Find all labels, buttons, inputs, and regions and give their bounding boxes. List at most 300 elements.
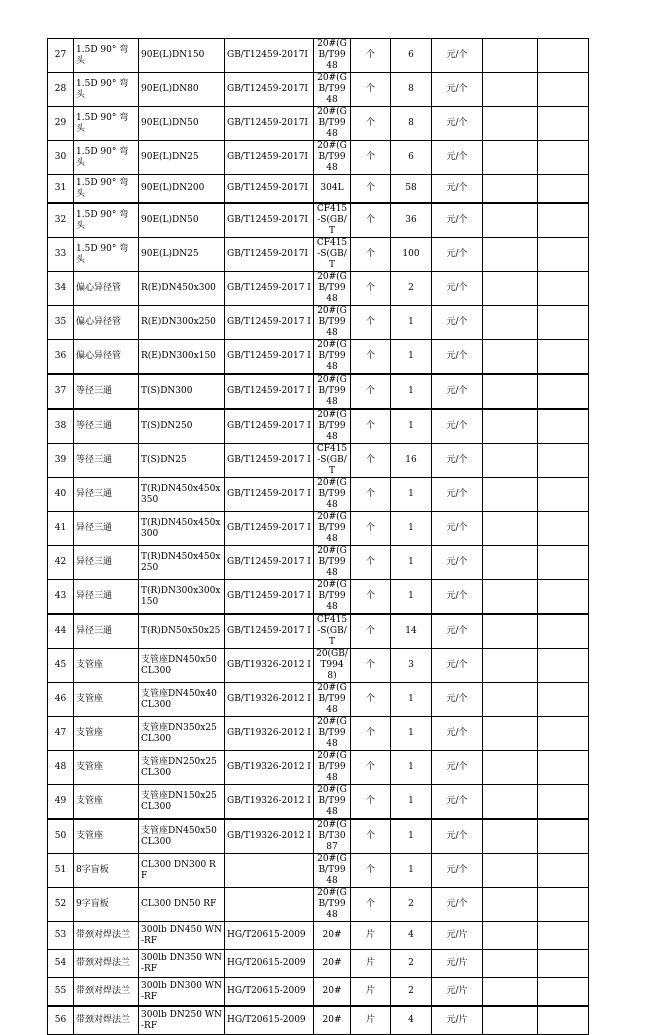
item-name: 异径三通 <box>74 546 139 580</box>
item-price-unit: 元/个 <box>432 272 483 306</box>
item-material: 20# <box>314 922 351 950</box>
item-name: 1.5D 90° 弯头 <box>74 107 139 141</box>
item-amount <box>483 751 538 785</box>
item-name: 等径三通 <box>74 409 139 444</box>
item-remark <box>538 272 589 306</box>
item-standard: GB/T19326-2012 I <box>225 751 314 785</box>
item-quantity: 100 <box>391 238 432 272</box>
item-standard: GB/T19326-2012 I <box>225 683 314 717</box>
table-row <box>48 950 589 978</box>
table-row <box>48 614 589 649</box>
item-unit: 个 <box>351 272 391 306</box>
item-remark <box>538 683 589 717</box>
item-spec: 300lb DN300 WN-RF <box>139 978 225 1007</box>
row-number: 52 <box>48 888 74 922</box>
item-material: 20#(GB/T9948 <box>314 306 351 340</box>
item-unit: 个 <box>351 175 391 204</box>
item-unit: 个 <box>351 444 391 478</box>
item-price-unit: 元/个 <box>432 819 483 854</box>
item-spec: CL300 DN50 RF <box>139 888 225 922</box>
item-price-unit: 元/个 <box>432 340 483 375</box>
table-row <box>48 340 589 375</box>
item-material: CF415-S(GB/T <box>314 203 351 238</box>
item-remark <box>538 854 589 888</box>
item-standard: GB/T19326-2012 I <box>225 819 314 854</box>
item-amount <box>483 39 538 73</box>
item-amount <box>483 819 538 854</box>
item-unit: 个 <box>351 854 391 888</box>
item-unit: 个 <box>351 819 391 854</box>
item-spec: 90E(L)DN50 <box>139 107 225 141</box>
row-number: 33 <box>48 238 74 272</box>
item-standard: GB/T12459-2017 I <box>225 444 314 478</box>
item-name: 异径三通 <box>74 512 139 546</box>
table-row <box>48 683 589 717</box>
item-price-unit: 元/片 <box>432 950 483 978</box>
item-amount <box>483 978 538 1007</box>
item-quantity: 1 <box>391 819 432 854</box>
item-price-unit: 元/个 <box>432 238 483 272</box>
item-amount <box>483 888 538 922</box>
item-unit: 个 <box>351 751 391 785</box>
item-unit: 个 <box>351 39 391 73</box>
item-quantity: 8 <box>391 73 432 107</box>
item-quantity: 8 <box>391 107 432 141</box>
table-row <box>48 649 589 683</box>
item-name: 异径三通 <box>74 580 139 615</box>
item-standard <box>225 854 314 888</box>
item-amount <box>483 444 538 478</box>
item-remark <box>538 649 589 683</box>
item-unit: 个 <box>351 546 391 580</box>
item-amount <box>483 854 538 888</box>
item-quantity: 1 <box>391 717 432 751</box>
table-row <box>48 374 589 409</box>
item-standard: GB/T12459-2017 I <box>225 546 314 580</box>
item-material: 20#(GB/T9948 <box>314 512 351 546</box>
row-number: 48 <box>48 751 74 785</box>
item-standard: HG/T20615-2009 <box>225 950 314 978</box>
item-unit: 个 <box>351 785 391 820</box>
item-material: 20#(GB/T9948 <box>314 73 351 107</box>
table-row <box>48 978 589 1007</box>
item-material: 20#(GB/T9948 <box>314 785 351 820</box>
item-name: 带颈对焊法兰 <box>74 950 139 978</box>
item-standard: GB/T19326-2012 I <box>225 717 314 751</box>
item-amount <box>483 175 538 204</box>
row-number: 30 <box>48 141 74 175</box>
item-quantity: 1 <box>391 751 432 785</box>
item-name: 支管座 <box>74 717 139 751</box>
row-number: 34 <box>48 272 74 306</box>
item-quantity: 1 <box>391 785 432 820</box>
item-standard: GB/T12459-2017Ⅰ <box>225 238 314 272</box>
item-quantity: 1 <box>391 683 432 717</box>
item-material: 20#(GB/T3087 <box>314 819 351 854</box>
item-spec: CL300 DN300 RF <box>139 854 225 888</box>
item-amount <box>483 717 538 751</box>
item-spec: 90E(L)DN200 <box>139 175 225 204</box>
item-amount <box>483 478 538 512</box>
item-name: 带颈对焊法兰 <box>74 922 139 950</box>
row-number: 29 <box>48 107 74 141</box>
item-amount <box>483 580 538 615</box>
item-spec: 300lb DN250 WN-RF <box>139 1006 225 1035</box>
item-standard: GB/T12459-2017Ⅰ <box>225 73 314 107</box>
item-unit: 个 <box>351 306 391 340</box>
item-price-unit: 元/个 <box>432 39 483 73</box>
table-row <box>48 751 589 785</box>
item-amount <box>483 306 538 340</box>
item-name: 1.5D 90° 弯头 <box>74 175 139 204</box>
item-name: 偏心异径管 <box>74 306 139 340</box>
item-unit: 片 <box>351 978 391 1007</box>
item-name: 异径三通 <box>74 614 139 649</box>
item-amount <box>483 1006 538 1035</box>
row-number: 38 <box>48 409 74 444</box>
row-number: 35 <box>48 306 74 340</box>
item-material: 20# <box>314 1006 351 1035</box>
item-quantity: 3 <box>391 649 432 683</box>
table-row <box>48 888 589 922</box>
item-remark <box>538 751 589 785</box>
item-material: 304L <box>314 175 351 204</box>
item-price-unit: 元/个 <box>432 580 483 615</box>
item-name: 1.5D 90° 弯头 <box>74 203 139 238</box>
item-amount <box>483 614 538 649</box>
item-remark <box>538 978 589 1007</box>
item-standard <box>225 888 314 922</box>
item-price-unit: 元/个 <box>432 888 483 922</box>
item-price-unit: 元/个 <box>432 478 483 512</box>
item-material: 20(GB/T9948) <box>314 649 351 683</box>
item-quantity: 1 <box>391 340 432 375</box>
item-standard: GB/T12459-2017 I <box>225 306 314 340</box>
item-quantity: 6 <box>391 39 432 73</box>
item-spec: 支管座DN350x25 CL300 <box>139 717 225 751</box>
item-name: 1.5D 90° 弯头 <box>74 39 139 73</box>
item-remark <box>538 409 589 444</box>
item-name: 1.5D 90° 弯头 <box>74 238 139 272</box>
item-standard: GB/T12459-2017 I <box>225 409 314 444</box>
table-row <box>48 854 589 888</box>
table-row <box>48 1006 589 1035</box>
item-material: 20#(GB/T9948 <box>314 546 351 580</box>
row-number: 41 <box>48 512 74 546</box>
row-number: 36 <box>48 340 74 375</box>
item-unit: 个 <box>351 580 391 615</box>
item-standard: GB/T12459-2017Ⅰ <box>225 39 314 73</box>
item-remark <box>538 717 589 751</box>
item-remark <box>538 580 589 615</box>
item-name: 1.5D 90° 弯头 <box>74 141 139 175</box>
item-price-unit: 元/个 <box>432 374 483 409</box>
item-unit: 个 <box>351 512 391 546</box>
item-spec: 90E(L)DN50 <box>139 203 225 238</box>
item-remark <box>538 374 589 409</box>
item-quantity: 1 <box>391 478 432 512</box>
table-row <box>48 107 589 141</box>
item-unit: 个 <box>351 717 391 751</box>
item-name: 支管座 <box>74 785 139 820</box>
item-spec: R(E)DN300x150 <box>139 340 225 375</box>
table-body <box>48 39 589 1035</box>
item-standard: GB/T12459-2017Ⅰ <box>225 203 314 238</box>
row-number: 49 <box>48 785 74 820</box>
item-quantity: 1 <box>391 854 432 888</box>
item-amount <box>483 203 538 238</box>
item-unit: 个 <box>351 203 391 238</box>
item-quantity: 58 <box>391 175 432 204</box>
row-number: 55 <box>48 978 74 1007</box>
item-material: 20# <box>314 950 351 978</box>
item-amount <box>483 546 538 580</box>
item-spec: 90E(L)DN25 <box>139 141 225 175</box>
item-unit: 个 <box>351 107 391 141</box>
item-standard: GB/T12459-2017Ⅰ <box>225 175 314 204</box>
item-spec: T(R)DN450x450x350 <box>139 478 225 512</box>
item-unit: 个 <box>351 141 391 175</box>
item-material: 20#(GB/T9948 <box>314 272 351 306</box>
item-name: 支管座 <box>74 751 139 785</box>
item-quantity: 6 <box>391 141 432 175</box>
item-standard: GB/T19326-2012 I <box>225 785 314 820</box>
item-standard: HG/T20615-2009 <box>225 922 314 950</box>
item-price-unit: 元/个 <box>432 614 483 649</box>
table-row <box>48 39 589 73</box>
item-remark <box>538 39 589 73</box>
item-quantity: 2 <box>391 272 432 306</box>
item-quantity: 2 <box>391 950 432 978</box>
item-amount <box>483 512 538 546</box>
table-row <box>48 478 589 512</box>
item-quantity: 14 <box>391 614 432 649</box>
item-price-unit: 元/个 <box>432 546 483 580</box>
table-row <box>48 175 589 204</box>
item-name: 带颈对焊法兰 <box>74 978 139 1007</box>
item-price-unit: 元/片 <box>432 978 483 1007</box>
row-number: 32 <box>48 203 74 238</box>
item-material: 20# <box>314 978 351 1007</box>
item-name: 支管座 <box>74 649 139 683</box>
item-unit: 个 <box>351 409 391 444</box>
row-number: 53 <box>48 922 74 950</box>
table-row <box>48 785 589 820</box>
table-row <box>48 819 589 854</box>
item-quantity: 1 <box>391 512 432 546</box>
item-amount <box>483 374 538 409</box>
item-standard: GB/T12459-2017Ⅰ <box>225 107 314 141</box>
item-quantity: 1 <box>391 580 432 615</box>
item-standard: GB/T12459-2017 I <box>225 580 314 615</box>
table-row <box>48 272 589 306</box>
item-quantity: 2 <box>391 888 432 922</box>
row-number: 39 <box>48 444 74 478</box>
item-unit: 个 <box>351 614 391 649</box>
item-standard: GB/T12459-2017 I <box>225 614 314 649</box>
item-spec: T(R)DN450x450x300 <box>139 512 225 546</box>
item-spec: R(E)DN300x250 <box>139 306 225 340</box>
table-row <box>48 238 589 272</box>
item-material: 20#(GB/T9948 <box>314 141 351 175</box>
item-spec: 支管座DN450x40 CL300 <box>139 683 225 717</box>
row-number: 54 <box>48 950 74 978</box>
item-material: 20#(GB/T9948 <box>314 39 351 73</box>
item-unit: 个 <box>351 340 391 375</box>
item-amount <box>483 950 538 978</box>
row-number: 43 <box>48 580 74 615</box>
item-amount <box>483 649 538 683</box>
materials-table <box>47 38 589 1035</box>
item-quantity: 36 <box>391 203 432 238</box>
item-price-unit: 元/个 <box>432 73 483 107</box>
item-unit: 个 <box>351 478 391 512</box>
item-price-unit: 元/个 <box>432 444 483 478</box>
item-name: 偏心异径管 <box>74 340 139 375</box>
item-name: 9字盲板 <box>74 888 139 922</box>
item-amount <box>483 272 538 306</box>
item-spec: T(R)DN450x450x250 <box>139 546 225 580</box>
item-spec: 支管座DN450x50 CL300 <box>139 649 225 683</box>
item-remark <box>538 1006 589 1035</box>
table-row <box>48 141 589 175</box>
item-price-unit: 元/个 <box>432 717 483 751</box>
item-material: 20#(GB/T9948 <box>314 374 351 409</box>
item-unit: 个 <box>351 683 391 717</box>
item-material: CF415-S(GB/T <box>314 238 351 272</box>
item-name: 8字盲板 <box>74 854 139 888</box>
item-name: 支管座 <box>74 683 139 717</box>
item-name: 支管座 <box>74 819 139 854</box>
item-price-unit: 元/个 <box>432 141 483 175</box>
row-number: 47 <box>48 717 74 751</box>
item-unit: 个 <box>351 374 391 409</box>
table-row <box>48 306 589 340</box>
item-material: 20#(GB/T9948 <box>314 340 351 375</box>
item-price-unit: 元/个 <box>432 854 483 888</box>
item-remark <box>538 203 589 238</box>
row-number: 46 <box>48 683 74 717</box>
item-amount <box>483 683 538 717</box>
item-remark <box>538 107 589 141</box>
item-quantity: 4 <box>391 922 432 950</box>
item-price-unit: 元/片 <box>432 1006 483 1035</box>
item-price-unit: 元/个 <box>432 512 483 546</box>
item-remark <box>538 512 589 546</box>
item-remark <box>538 73 589 107</box>
row-number: 27 <box>48 39 74 73</box>
item-quantity: 2 <box>391 978 432 1007</box>
row-number: 50 <box>48 819 74 854</box>
item-material: 20#(GB/T9948 <box>314 107 351 141</box>
item-spec: 300lb DN450 WN-RF <box>139 922 225 950</box>
item-price-unit: 元/个 <box>432 785 483 820</box>
item-remark <box>538 444 589 478</box>
item-remark <box>538 175 589 204</box>
item-quantity: 1 <box>391 409 432 444</box>
item-price-unit: 元/个 <box>432 409 483 444</box>
table-row <box>48 580 589 615</box>
item-remark <box>538 141 589 175</box>
item-price-unit: 元/个 <box>432 683 483 717</box>
item-material: CF415-S(GB/T <box>314 614 351 649</box>
row-number: 40 <box>48 478 74 512</box>
item-spec: 支管座DN450x50 CL300 <box>139 819 225 854</box>
item-remark <box>538 546 589 580</box>
item-amount <box>483 73 538 107</box>
item-spec: T(R)DN50x50x25 <box>139 614 225 649</box>
item-unit: 个 <box>351 73 391 107</box>
table-row <box>48 546 589 580</box>
item-material: 20#(GB/T9948 <box>314 478 351 512</box>
item-price-unit: 元/个 <box>432 203 483 238</box>
item-remark <box>538 888 589 922</box>
item-unit: 片 <box>351 950 391 978</box>
item-quantity: 4 <box>391 1006 432 1035</box>
item-material: 20#(GB/T9948 <box>314 683 351 717</box>
item-price-unit: 元/个 <box>432 649 483 683</box>
item-remark <box>538 306 589 340</box>
item-unit: 个 <box>351 238 391 272</box>
row-number: 42 <box>48 546 74 580</box>
item-remark <box>538 819 589 854</box>
item-material: 20#(GB/T9948 <box>314 580 351 615</box>
item-remark <box>538 950 589 978</box>
item-spec: T(R)DN300x300x150 <box>139 580 225 615</box>
item-standard: GB/T12459-2017 I <box>225 340 314 375</box>
item-name: 1.5D 90° 弯头 <box>74 73 139 107</box>
row-number: 51 <box>48 854 74 888</box>
row-number: 28 <box>48 73 74 107</box>
item-spec: R(E)DN450x300 <box>139 272 225 306</box>
item-amount <box>483 340 538 375</box>
row-number: 37 <box>48 374 74 409</box>
item-unit: 片 <box>351 1006 391 1035</box>
row-number: 45 <box>48 649 74 683</box>
item-unit: 片 <box>351 922 391 950</box>
item-price-unit: 元/个 <box>432 175 483 204</box>
item-remark <box>538 478 589 512</box>
item-spec: T(S)DN25 <box>139 444 225 478</box>
row-number: 31 <box>48 175 74 204</box>
item-standard: GB/T12459-2017 I <box>225 478 314 512</box>
item-spec: 90E(L)DN25 <box>139 238 225 272</box>
item-amount <box>483 409 538 444</box>
item-spec: 90E(L)DN80 <box>139 73 225 107</box>
item-quantity: 1 <box>391 546 432 580</box>
item-name: 异径三通 <box>74 478 139 512</box>
item-standard: GB/T12459-2017 I <box>225 512 314 546</box>
item-spec: 300lb DN350 WN-RF <box>139 950 225 978</box>
item-unit: 个 <box>351 649 391 683</box>
item-standard: GB/T12459-2017Ⅰ <box>225 141 314 175</box>
item-price-unit: 元/个 <box>432 306 483 340</box>
item-material: 20#(GB/T9948 <box>314 717 351 751</box>
item-name: 偏心异径管 <box>74 272 139 306</box>
item-material: 20#(GB/T9948 <box>314 751 351 785</box>
item-remark <box>538 340 589 375</box>
item-standard: HG/T20615-2009 <box>225 1006 314 1035</box>
item-price-unit: 元/个 <box>432 751 483 785</box>
item-standard: GB/T12459-2017 I <box>225 272 314 306</box>
item-amount <box>483 238 538 272</box>
item-name: 带颈对焊法兰 <box>74 1006 139 1035</box>
item-spec: 支管座DN250x25 CL300 <box>139 751 225 785</box>
table-row <box>48 512 589 546</box>
item-remark <box>538 238 589 272</box>
item-spec: T(S)DN300 <box>139 374 225 409</box>
item-name: 等径三通 <box>74 374 139 409</box>
